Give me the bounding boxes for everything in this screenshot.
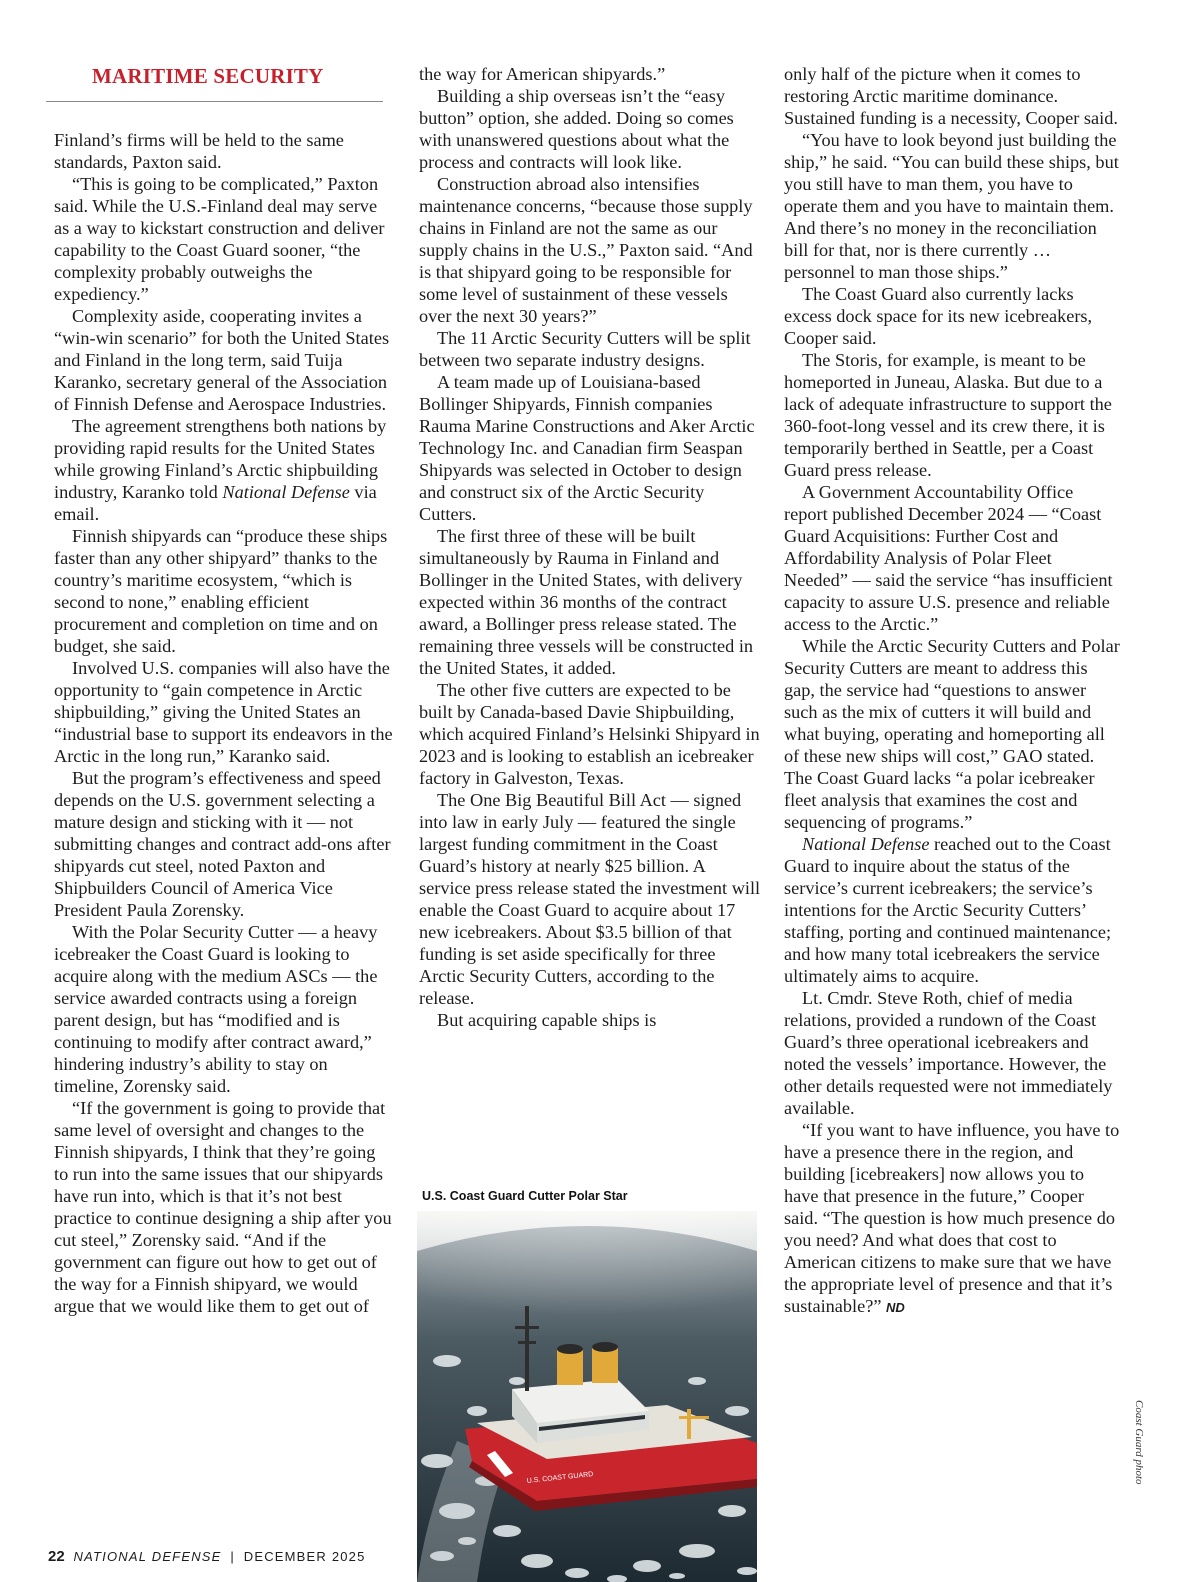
end-mark: ND bbox=[886, 1300, 905, 1315]
paragraph: The One Big Beautiful Bill Act — signed into law in early July — featured the single largest funding commitment in the Coast Guard’s history at nearly $25 billion. A service press release stated the investment will enable the Coast Guard to acquire about 17 new icebreakers. About $3.5 billion of that funding is set aside specifically for three Arctic Security Cutters, according to the release. bbox=[419, 790, 761, 1008]
paragraph-text: via email. bbox=[54, 482, 377, 524]
footer-separator: | bbox=[230, 1549, 235, 1564]
paragraph: Finnish shipyards can “produce these ships faster than any other shipyard” thanks to the country’s maritime ecosystem, “which is second to none,” enabling efficient procurement and completion on time and on budget, she said. bbox=[54, 526, 388, 656]
icebreaker-illustration bbox=[417, 1211, 757, 1582]
paragraph: Lt. Cmdr. Steve Roth, chief of media relations, provided a rundown of the Coast Guard’s three operational icebreakers and noted the vessels’ importance. However, the other details requested were not immediately available. bbox=[784, 988, 1113, 1118]
paragraph-text: “If you want to have influence, you have to have a presence there in the region, and building [icebreakers] now allows you to have that presence in the future,” Cooper said. “The question is how much presence do you need? And what does that cost to American citizens to make sure that we have the appropriate level of presence and that it’s sustainable?” bbox=[784, 1120, 1120, 1316]
paragraph: Complexity aside, cooperating invites a “win-win scenario” for both the United States and Finland in the long term, said Tuija Karanko, secretary general of the Association of Finnish Defense and Aerospace Industries. bbox=[54, 306, 390, 414]
paragraph: Building a ship overseas isn’t the “easy button” option, she added. Doing so comes with unanswered questions about what the process and contracts will look like. bbox=[419, 86, 734, 172]
hull-lettering: U.S. COAST GUARD bbox=[526, 1471, 594, 1485]
publication-name: National Defense bbox=[802, 834, 930, 854]
page-footer bbox=[48, 1548, 366, 1565]
page-number: 22 bbox=[48, 1548, 65, 1565]
paragraph bbox=[784, 1119, 1120, 1319]
paragraph: The 11 Arctic Security Cutters will be split between two separate industry designs. bbox=[419, 328, 751, 370]
photo-credit: Coast Guard photo bbox=[1133, 1400, 1145, 1485]
paragraph: “This is going to be complicated,” Paxton said. While the U.S.-Finland deal may serve as a way to kickstart construction and deliver capability to the Coast Guard sooner, “the complexity probably outweighs the expediency.” bbox=[54, 174, 385, 304]
article-column-3 bbox=[784, 63, 1120, 1319]
paragraph: “If the government is going to provide that same level of oversight and changes to the Finnish shipyards, I think that they’re going to run into the same issues that our shipyards have run into, which is that it’s not best practice to continue designing a ship after you cut steel,” Zorensky said. “And if the government can figure out how to get out of the way for a Finnish shipyard, we would argue that we would like them to get out of bbox=[54, 1098, 392, 1316]
icebreaker-photo bbox=[417, 1211, 757, 1582]
section-label: MARITIME SECURITY bbox=[92, 64, 324, 88]
paragraph-text: The agreement strengthens both nations by providing rapid results for the United States while growing Finland’s Arctic shipbuilding industry, Karanko told bbox=[54, 416, 387, 502]
paragraph: While the Arctic Security Cutters and Polar Security Cutters are meant to address this gap, the service had “questions to answer such as the mix of cutters it will build and what buying, operating and homeporting all of these new ships will cost,” GAO stated. The Coast Guard lacks “a polar icebreaker fleet analysis that examines the cost and sequencing of programs.” bbox=[784, 636, 1120, 832]
magazine-name: NATIONAL DEFENSE bbox=[73, 1549, 222, 1564]
paragraph: A team made up of Louisiana-based Bollinger Shipyards, Finnish companies Rauma Marine Constructions and Aker Arctic Technology Inc. and Canadian firm Seaspan Shipyards was selected in October to design and construct six of the Arctic Security Cutters. bbox=[419, 372, 755, 524]
paragraph: Construction abroad also intensifies maintenance concerns, “because those supply chains in Finland are not the same as our supply chains in the U.S.,” Paxton said. “And is that shipyard going to be responsible for some level of sustainment of these vessels over the next 30 years?” bbox=[419, 174, 753, 326]
paragraph: But acquiring capable ships is bbox=[437, 1010, 657, 1030]
paragraph: The Coast Guard also currently lacks excess dock space for its new icebreakers, Cooper said. bbox=[784, 284, 1093, 348]
paragraph: The Storis, for example, is meant to be homeported in Juneau, Alaska. But due to a lack of adequate infrastructure to support the 360-foot-long vessel and its crew there, it is temporarily berthed in Seattle, per a Coast Guard press release. bbox=[784, 350, 1112, 480]
paragraph: The first three of these will be built simultaneously by Rauma in Finland and Bollinger in the United States, with delivery expected within 36 months of the contract award, a Bollinger press release stated. The remaining three vessels will be constructed in the United States, it added. bbox=[419, 526, 754, 678]
paragraph: But the program’s effectiveness and speed depends on the U.S. government selecting a mature design and sticking with it — not submitting changes and contract add-ons after shipyards cut steel, noted Paxton and Shipbuilders Council of America Vice President Paula Zorensky. bbox=[54, 768, 391, 920]
paragraph-text: reached out to the Coast Guard to inquire about the status of the service’s current icebreakers; the service’s intentions for the Arctic Security Cutters’ staffing, porting and continued maintenance; and how many total icebreakers the service ultimately aims to acquire. bbox=[784, 834, 1112, 986]
article-column-2 bbox=[419, 63, 761, 1031]
paragraph bbox=[54, 415, 394, 525]
paragraph: Involved U.S. companies will also have the opportunity to “gain competence in Arctic shipbuilding,” giving the United States an “industrial base to support its endeavors in the Arctic in the long run,” Karanko said. bbox=[54, 658, 393, 766]
photo-caption: U.S. Coast Guard Cutter Polar Star bbox=[422, 1189, 628, 1203]
publication-name: National Defense bbox=[222, 482, 350, 502]
paragraph: With the Polar Security Cutter — a heavy icebreaker the Coast Guard is looking to acquire along with the medium ASCs — the service awarded contracts using a foreign parent design, but has “modified and is continuing to modify after contract award,” hindering industry’s ability to stay on timeline, Zorensky said. bbox=[54, 922, 378, 1096]
paragraph: A Government Accountability Office report published December 2024 — “Coast Guard Acquisitions: Further Cost and Affordability Analysis of Polar Fleet Needed” — said the service “has insufficient capacity to assure U.S. presence and reliable access to the Arctic.” bbox=[784, 482, 1113, 634]
paragraph bbox=[784, 833, 1120, 987]
paragraph: the way for American shipyards.” bbox=[419, 64, 666, 84]
paragraph: The other five cutters are expected to be built by Canada-based Davie Shipbuilding, which acquired Finland’s Helsinki Shipyard in 2023 and is looking to establish an icebreaker factory in Galveston, Texas. bbox=[419, 680, 760, 788]
paragraph: only half of the picture when it comes to restoring Arctic maritime dominance. Sustained funding is a necessity, Cooper said. bbox=[784, 64, 1118, 128]
paragraph: Finland’s firms will be held to the same standards, Paxton said. bbox=[54, 130, 344, 172]
article-column-1 bbox=[54, 129, 394, 1317]
issue-date: DECEMBER 2025 bbox=[243, 1549, 366, 1564]
section-divider bbox=[46, 101, 383, 102]
paragraph: “You have to look beyond just building the ship,” he said. “You can build these ships, but you still have to man them, you have to operate them and you have to maintain them. And there’s no money in the reconciliation bill for that, nor is there currently … personnel to man those ships.” bbox=[784, 130, 1119, 282]
